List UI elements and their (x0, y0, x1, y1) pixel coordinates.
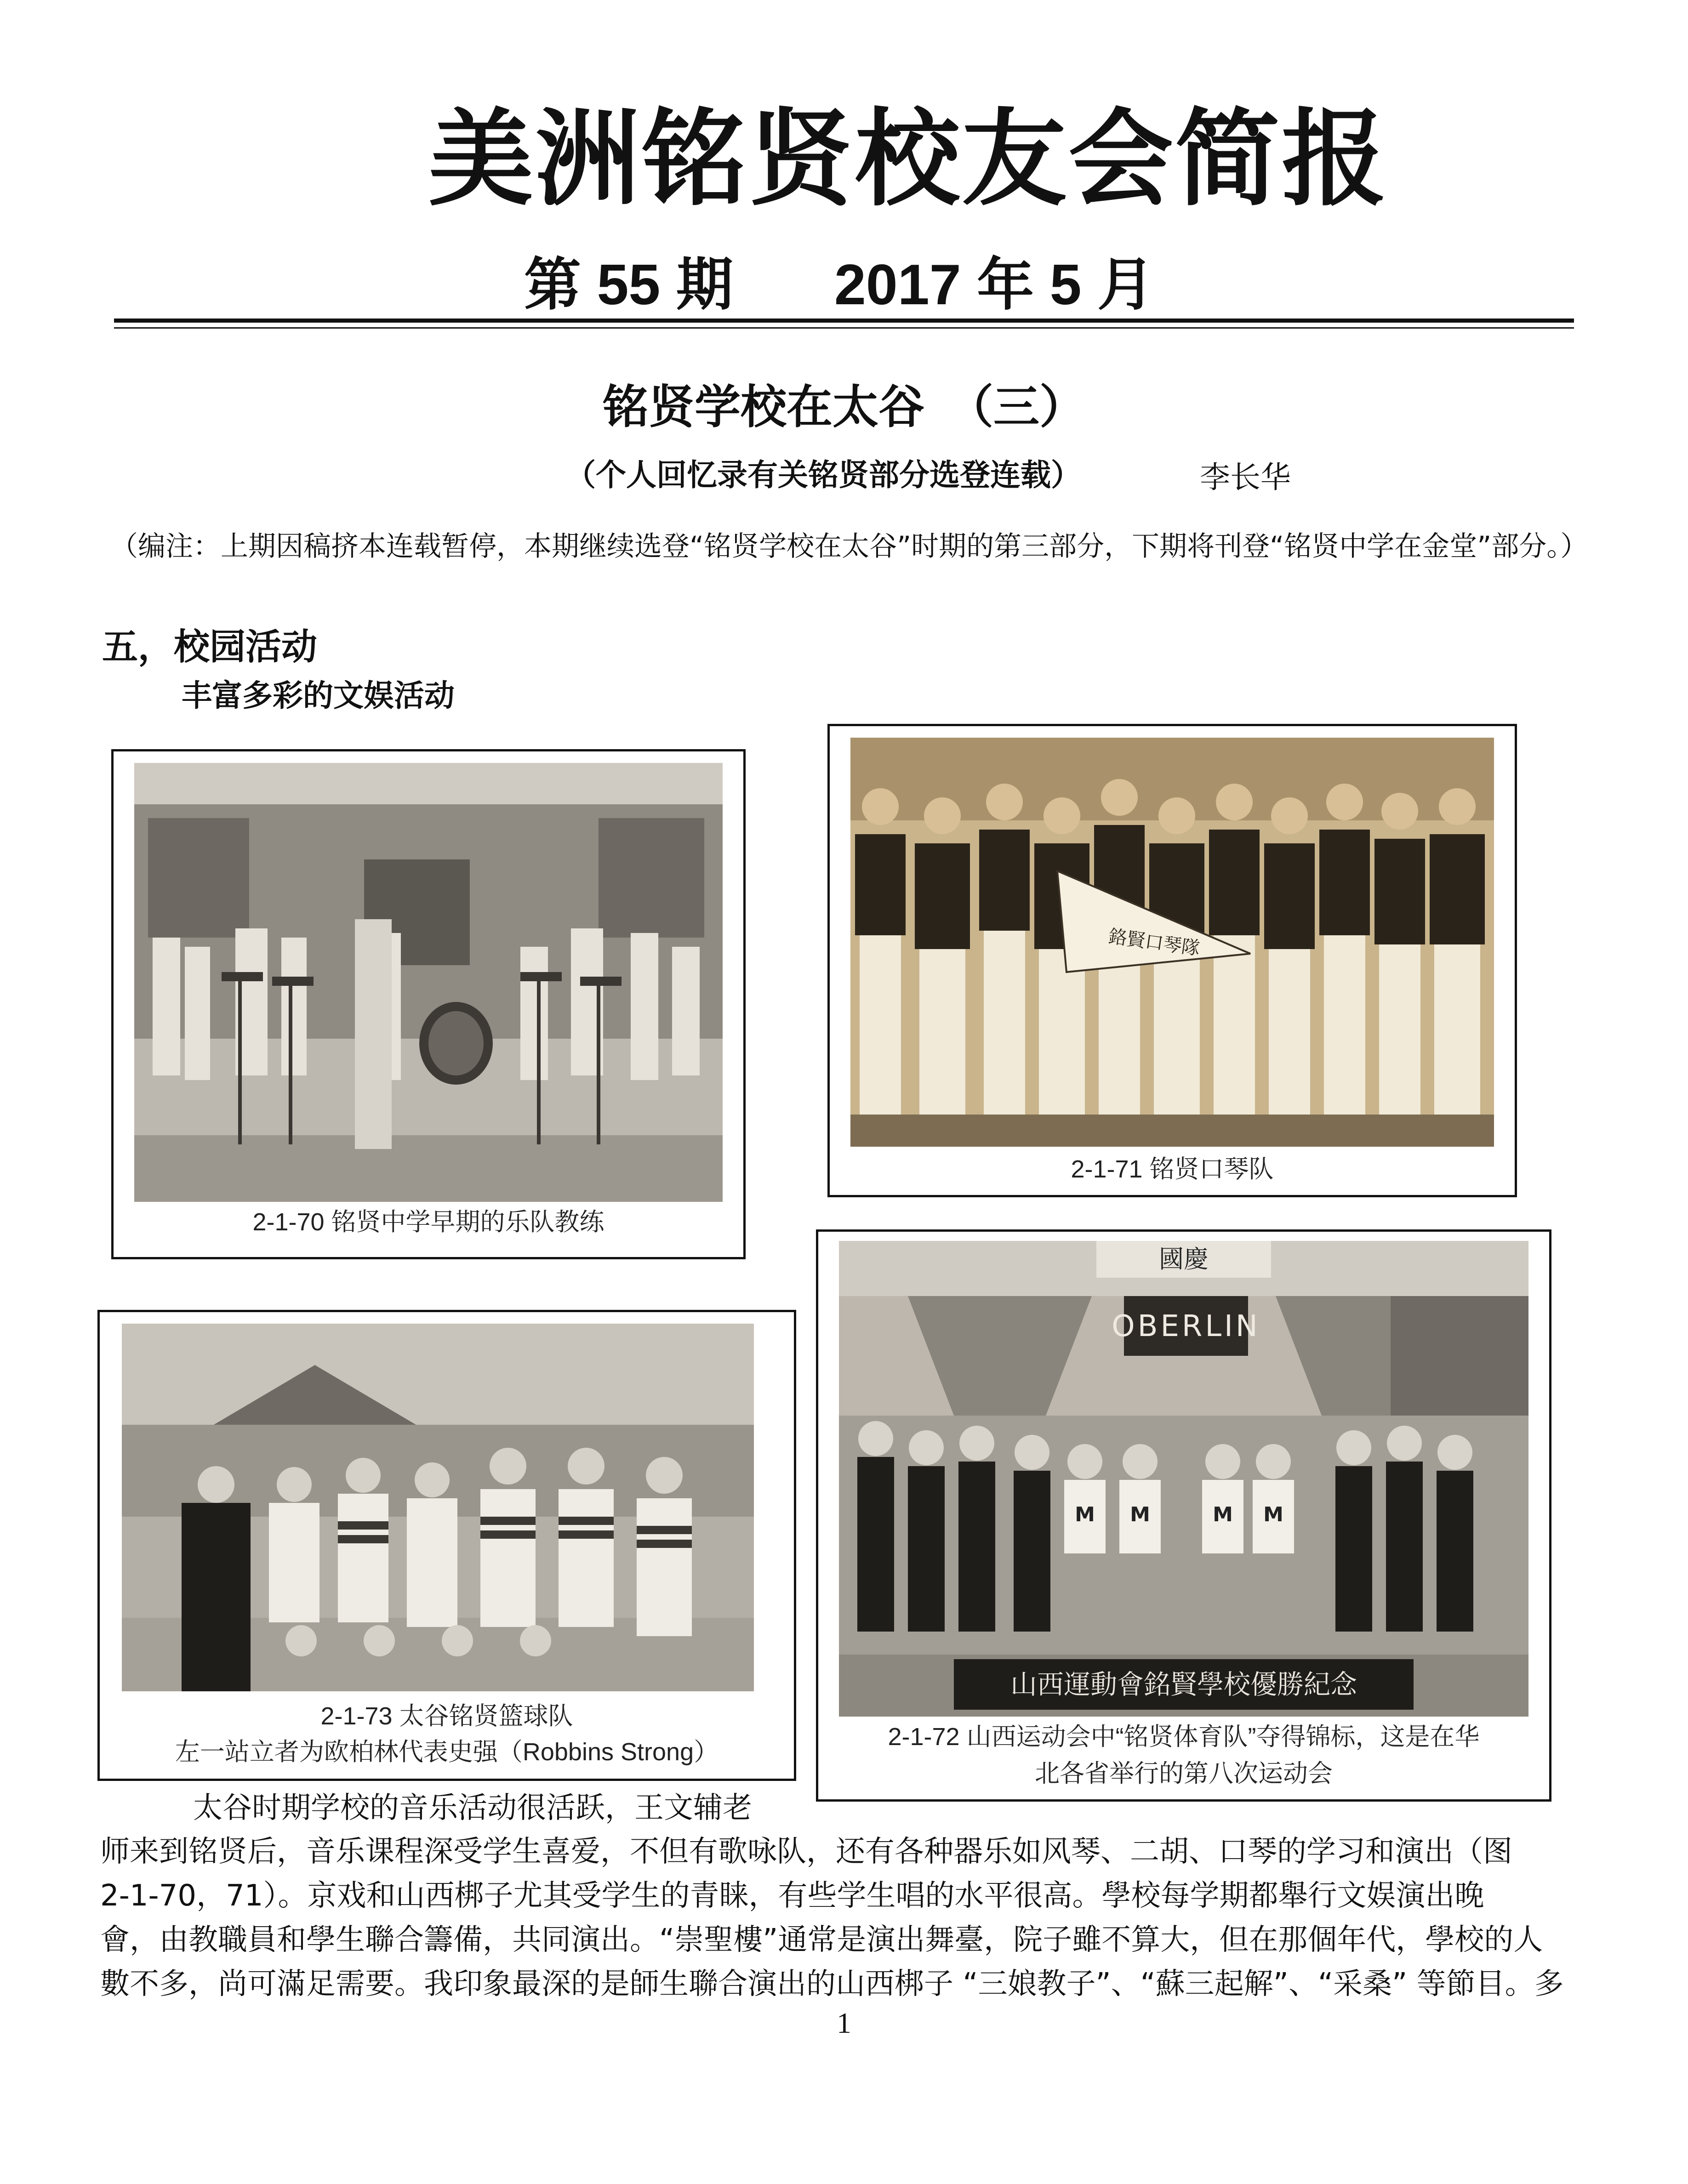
body-line-4: 會，由教職員和學生聯合籌備，共同演出。“崇聖樓”通常是演出舞臺，院子雖不算大，但在那個年代，學校的人 (100, 1923, 1543, 1957)
sports-banner-top: 國慶 (1159, 1245, 1209, 1274)
band-photo-image (134, 763, 723, 1202)
jersey-letter-1: M (1075, 1503, 1095, 1526)
header-rule-thick (114, 318, 1574, 323)
figure-harmonica (827, 724, 1517, 1197)
article-subtitle: （个人回忆录有关铭贤部分选登连载） (565, 457, 1081, 493)
harmonica-photo (850, 738, 1494, 1147)
article-author: 李长华 (1200, 460, 1291, 495)
editor-note: （编注：上期因稿挤本连载暂停，本期继续选登“铭贤学校在太谷”时期的第三部分，下期将刊登“铭贤中学在金堂”部分。） (110, 530, 1588, 563)
sports-photo (839, 1241, 1528, 1717)
issue-date: 2017 年 5 月 (834, 253, 1155, 317)
article-title: 铭贤学校在太谷 （三） (603, 380, 1085, 434)
body-line-2: 师来到铭贤后，音乐课程深受学生喜爱，不但有歌咏队，还有各种器乐如风琴、二胡、口琴的学习和演出（图 (100, 1835, 1512, 1869)
harmonica-pennant-text: 鉻賢口琴隊 (1107, 926, 1202, 960)
figure-band (111, 749, 746, 1259)
issue-number: 第 55 期 (524, 253, 733, 317)
harmonica-caption: 2-1-71 铭贤口琴队 (1071, 1155, 1274, 1183)
jersey-letter-3: M (1213, 1503, 1233, 1526)
body-line-3: 2-1-70，71）。京戏和山西梆子尤其受学生的青睐，有些学生唱的水平很高。學校每学期都舉行文娱演出晚 (100, 1879, 1484, 1913)
sports-banner-middle: OBERLIN (1112, 1309, 1260, 1343)
section-heading: 五，校园活动 (102, 626, 318, 668)
band-caption: 2-1-70 铭贤中学早期的乐队教练 (252, 1208, 604, 1236)
figure-basketball (97, 1310, 796, 1781)
basketball-caption-line2: 左一站立者为欧柏林代表史强（Robbins Strong） (175, 1738, 719, 1766)
sports-banner-bottom: 山西運動會銘賢學校優勝紀念 (1010, 1669, 1357, 1700)
issue-line (524, 239, 1154, 321)
basketball-caption-line1: 2-1-73 太谷铭贤篮球队 (320, 1702, 573, 1730)
sports-caption-line1: 2-1-72 山西运动会中“铭贤体育队”夺得锦标，这是在华 (888, 1723, 1480, 1751)
header-rule-thin (114, 327, 1574, 329)
body-line-1: 太谷时期学校的音乐活动很活跃，王文辅老 (193, 1791, 752, 1825)
page-number: 1 (837, 2007, 851, 2039)
body-line-5: 數不多，尚可滿足需要。我印象最深的是師生聯合演出的山西梆子 “三娘教子”、“蘇三起解”、“采桑” 等節目。多 (100, 1967, 1564, 2001)
basketball-photo (122, 1324, 754, 1691)
band-photo (134, 763, 723, 1202)
figure-sports (816, 1229, 1551, 1802)
jersey-letter-4: M (1263, 1503, 1283, 1526)
jersey-letter-2: M (1130, 1503, 1150, 1526)
sports-caption-line2: 北各省举行的第八次运动会 (1035, 1760, 1333, 1787)
sports-photo-image (839, 1241, 1528, 1717)
harmonica-photo-image (850, 738, 1494, 1147)
section-subheading: 丰富多彩的文娱活动 (182, 678, 455, 713)
basketball-photo-image (122, 1324, 754, 1691)
newsletter-title: 美洲铭贤校友会简报 (428, 98, 1388, 220)
